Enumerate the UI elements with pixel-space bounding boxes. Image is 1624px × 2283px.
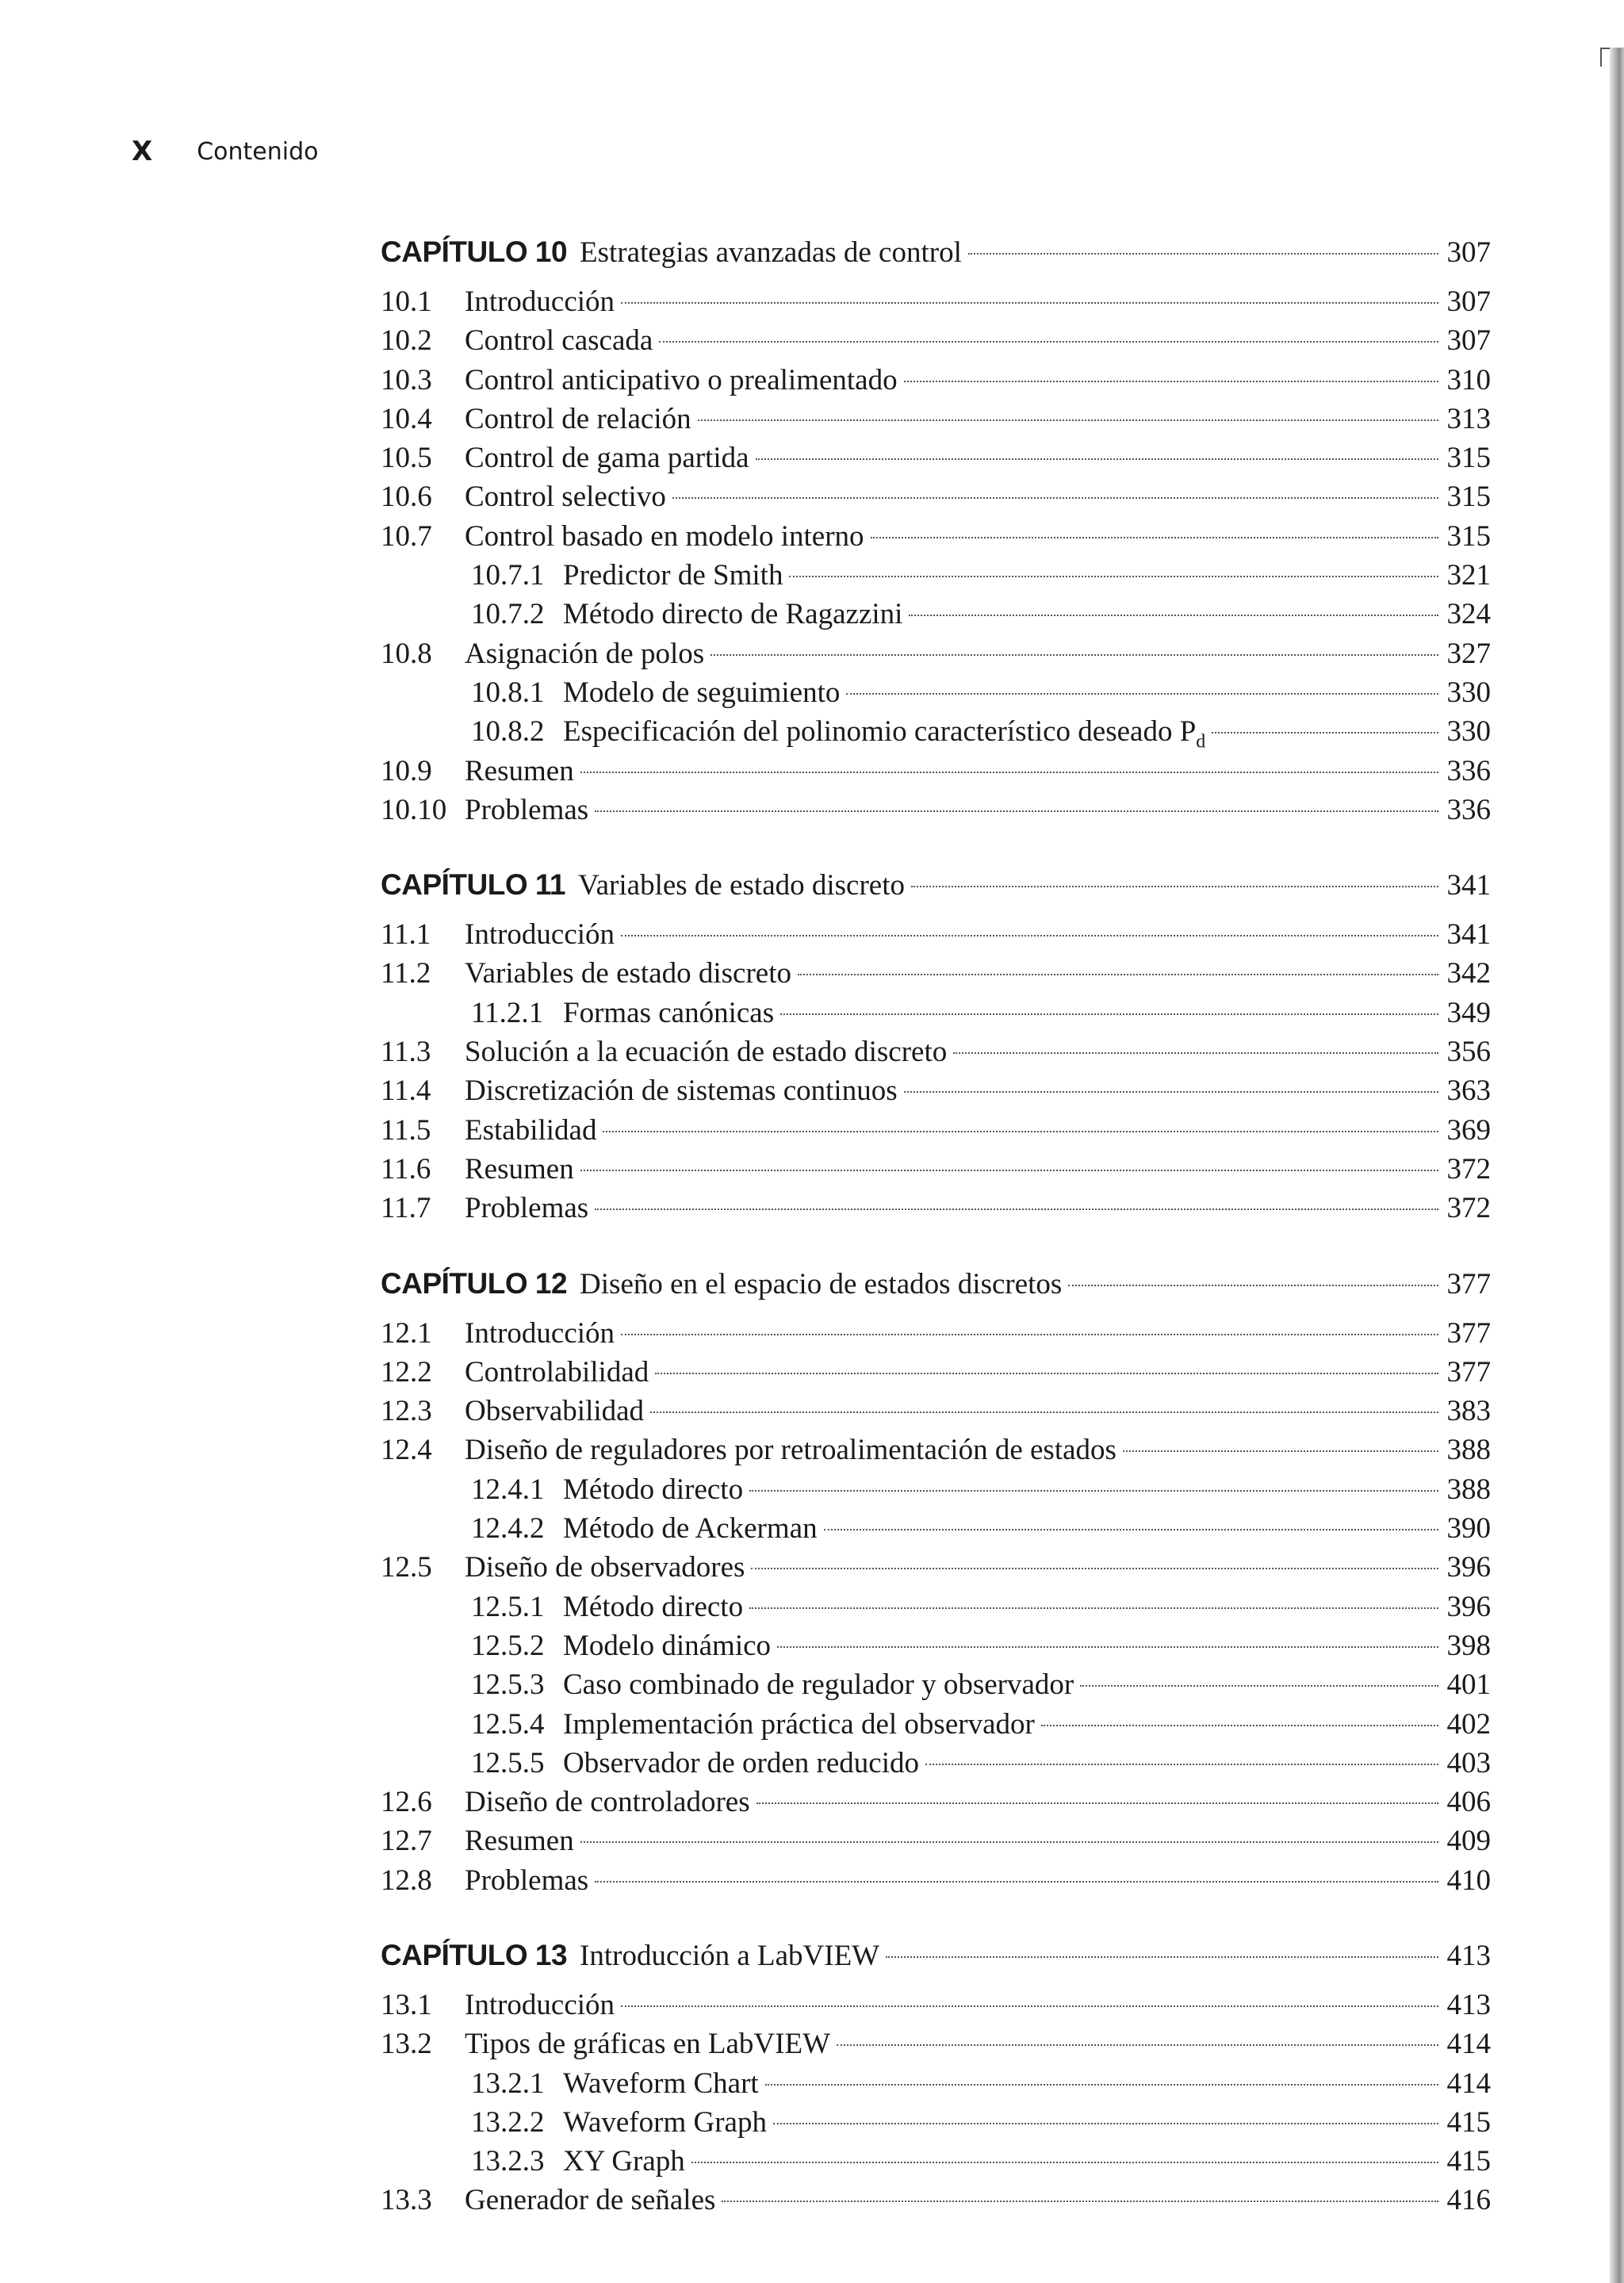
toc-section-entry[interactable] [381, 1861, 1491, 1900]
section-page-number: 372 [1446, 1192, 1491, 1225]
chapter-page-number: 307 [1446, 236, 1491, 269]
section-title: Método directo de Ragazzini [563, 598, 903, 631]
section-number: 12.5.5 [471, 1746, 545, 1779]
section-title: Método directo [563, 1590, 744, 1623]
section-number: 11.1 [381, 918, 431, 952]
dot-leader [621, 1334, 1438, 1335]
running-header [132, 132, 319, 171]
toc-subsection-entry[interactable] [471, 2064, 1491, 2103]
toc-subsection-entry[interactable] [471, 712, 1491, 751]
toc-section-entry[interactable] [381, 1150, 1491, 1189]
dot-leader [710, 654, 1438, 656]
section-title: Caso combinado de regulador y observador [563, 1668, 1074, 1702]
section-page-number: 402 [1446, 1707, 1491, 1741]
toc-section-entry[interactable] [381, 791, 1491, 829]
chapter-label: CAPÍTULO 12 [381, 1266, 568, 1300]
section-page-number: 406 [1446, 1786, 1491, 1819]
dot-leader [595, 1209, 1438, 1210]
dot-leader [886, 1956, 1438, 1958]
toc-section-entry[interactable] [381, 1111, 1491, 1150]
section-title: Resumen [465, 1825, 574, 1858]
section-title: Asignación de polos [465, 637, 705, 670]
dot-leader [621, 302, 1438, 304]
dot-leader [1041, 1725, 1438, 1726]
toc-section-entry[interactable] [381, 1314, 1491, 1353]
chapter-section [381, 1932, 1491, 2220]
dot-leader [1080, 1685, 1438, 1687]
toc-section-entry[interactable] [381, 517, 1491, 556]
dot-leader [580, 1170, 1438, 1171]
section-page-number: 401 [1446, 1668, 1491, 1702]
section-number: 10.3 [381, 363, 432, 396]
chapter-page-number: 377 [1446, 1267, 1491, 1300]
dot-leader [824, 1529, 1438, 1530]
section-number: 11.5 [381, 1113, 431, 1147]
dot-leader [925, 1764, 1438, 1765]
dot-leader [756, 458, 1438, 460]
dot-leader [798, 974, 1438, 975]
section-page-number: 388 [1446, 1473, 1491, 1506]
dot-leader [773, 2123, 1438, 2124]
dot-leader [1212, 732, 1438, 734]
section-title: Modelo dinámico [563, 1629, 772, 1662]
toc-section-entry[interactable] [381, 477, 1491, 516]
dot-leader [580, 1841, 1438, 1843]
section-number: 12.2 [381, 1355, 432, 1389]
section-number: 13.2 [381, 2028, 432, 2061]
section-title: Resumen [465, 1152, 574, 1186]
toc-section-entry[interactable] [381, 1032, 1491, 1071]
section-page-number: 315 [1446, 481, 1491, 514]
section-number: 10.9 [381, 754, 432, 787]
section-page-number: 403 [1446, 1746, 1491, 1779]
dot-leader [765, 2084, 1438, 2086]
dot-leader [1123, 1450, 1438, 1452]
section-number: 10.8 [381, 637, 432, 670]
page-edge-mark [1600, 48, 1610, 67]
dot-leader [846, 693, 1438, 695]
dot-leader [1068, 1285, 1438, 1286]
toc-section-entry[interactable] [381, 634, 1491, 673]
toc-section-entry[interactable] [381, 439, 1491, 477]
section-title: Introducción [465, 1988, 615, 2021]
toc-section-entry[interactable] [381, 1431, 1491, 1469]
table-of-contents [381, 228, 1491, 2252]
section-number: 10.7.1 [471, 559, 545, 592]
section-title: Control selectivo [465, 481, 666, 514]
section-page-number: 414 [1446, 2067, 1491, 2100]
section-number: 11.4 [381, 1074, 431, 1108]
toc-subsection-entry[interactable] [471, 2103, 1491, 2142]
dot-leader [672, 497, 1438, 499]
section-number: 10.7.2 [471, 598, 545, 631]
dot-leader [837, 2044, 1438, 2046]
dot-leader [911, 886, 1438, 887]
section-page-number: 327 [1446, 637, 1491, 670]
section-number: 13.1 [381, 1988, 432, 2021]
section-number: 11.2.1 [471, 996, 544, 1029]
dot-leader [595, 1881, 1438, 1883]
dot-leader [595, 810, 1438, 812]
chapter-heading[interactable] [381, 861, 1491, 909]
dot-leader [580, 772, 1438, 773]
chapter-heading[interactable] [381, 1260, 1491, 1308]
section-page-number: 356 [1446, 1036, 1491, 1069]
section-title: Método directo [563, 1473, 744, 1506]
section-number: 12.4 [381, 1434, 432, 1467]
section-page-number: 310 [1446, 363, 1491, 396]
section-page-number: 349 [1446, 996, 1491, 1029]
section-number: 10.10 [381, 793, 447, 826]
dot-leader [904, 1091, 1438, 1093]
section-page-number: 415 [1446, 2105, 1491, 2139]
chapter-title: Variables de estado discreto [578, 869, 905, 902]
section-title: Controlabilidad [465, 1355, 649, 1389]
section-page-number: 410 [1446, 1864, 1491, 1897]
section-page-number: 409 [1446, 1825, 1491, 1858]
chapter-title: Diseño en el espacio de estados discretos [580, 1267, 1063, 1300]
section-title: Introducción [465, 285, 615, 318]
section-number: 10.5 [381, 442, 432, 475]
section-number: 11.7 [381, 1192, 431, 1225]
toc-subsection-entry[interactable] [471, 1509, 1491, 1548]
section-title: Control anticipativo o prealimentado [465, 363, 898, 396]
dot-leader [621, 2005, 1438, 2007]
section-page-number: 388 [1446, 1434, 1491, 1467]
section-number: 11.3 [381, 1036, 431, 1069]
toc-section-entry[interactable] [381, 400, 1491, 439]
section-number: 12.5.1 [471, 1590, 545, 1623]
running-title: Contenido [197, 137, 319, 166]
toc-subsection-entry[interactable] [471, 1705, 1491, 1744]
chapter-section [381, 861, 1491, 1228]
section-number: 12.5 [381, 1551, 432, 1584]
chapter-section [381, 228, 1491, 829]
section-page-number: 341 [1446, 918, 1491, 952]
section-title: Solución a la ecuación de estado discreto [465, 1036, 948, 1069]
section-number: 11.6 [381, 1152, 431, 1186]
chapter-title: Introducción a LabVIEW [580, 1939, 880, 1972]
dot-leader [749, 1490, 1438, 1492]
toc-subsection-entry[interactable] [471, 1665, 1491, 1704]
section-title: Tipos de gráficas en LabVIEW [465, 2028, 831, 2061]
section-number: 12.6 [381, 1786, 432, 1819]
section-number: 12.1 [381, 1316, 432, 1350]
section-number: 12.7 [381, 1825, 432, 1858]
toc-subsection-entry[interactable] [471, 595, 1491, 634]
toc-section-entry[interactable] [381, 2024, 1491, 2063]
section-number: 13.3 [381, 2184, 432, 2217]
section-page-number: 396 [1446, 1590, 1491, 1623]
section-page-number: 307 [1446, 324, 1491, 358]
toc-section-entry[interactable] [381, 1071, 1491, 1110]
toc-subsection-entry[interactable] [471, 2142, 1491, 2181]
section-page-number: 414 [1446, 2028, 1491, 2061]
section-title: Problemas [465, 1864, 589, 1897]
section-number: 12.4.1 [471, 1473, 545, 1506]
section-page-number: 324 [1446, 598, 1491, 631]
toc-section-entry[interactable] [381, 321, 1491, 360]
dot-leader [780, 1013, 1438, 1015]
dot-leader [871, 537, 1438, 538]
chapter-page-number: 413 [1446, 1939, 1491, 1972]
toc-section-entry[interactable] [381, 954, 1491, 993]
section-number: 12.5.2 [471, 1629, 545, 1662]
section-page-number: 313 [1446, 402, 1491, 435]
dot-leader [621, 935, 1438, 937]
toc-subsection-entry[interactable] [471, 1588, 1491, 1626]
section-title: Implementación práctica del observador [563, 1707, 1035, 1741]
toc-section-entry[interactable] [381, 1986, 1491, 2024]
section-title: Especificación del polinomio característico deseado $P_d$ [563, 715, 1206, 753]
section-title: Variables de estado discreto [465, 957, 791, 990]
section-page-number: 377 [1446, 1355, 1491, 1389]
section-title: Modelo de seguimiento [563, 676, 841, 709]
section-title: Generador de señales [465, 2184, 716, 2217]
dot-leader [904, 381, 1438, 382]
section-number: 12.5.4 [471, 1707, 545, 1741]
section-title: Introducción [465, 918, 615, 952]
toc-section-entry[interactable] [381, 915, 1491, 954]
section-page-number: 369 [1446, 1113, 1491, 1147]
section-number: 10.8.2 [471, 715, 545, 749]
toc-section-entry[interactable] [381, 1548, 1491, 1587]
section-title: Diseño de observadores [465, 1551, 745, 1584]
section-number: 12.5.3 [471, 1668, 545, 1702]
toc-subsection-entry[interactable] [471, 1626, 1491, 1665]
dot-leader [789, 576, 1438, 577]
section-title: Control de gama partida [465, 442, 749, 475]
dot-leader [659, 341, 1438, 343]
chapter-title: Estrategias avanzadas de control [580, 236, 962, 269]
section-title: Método de Ackerman [563, 1512, 818, 1546]
dot-leader [777, 1646, 1438, 1648]
section-page-number: 336 [1446, 754, 1491, 787]
section-title: Control basado en modelo interno [465, 519, 864, 553]
chapter-heading[interactable] [381, 1932, 1491, 1979]
section-page-number: 330 [1446, 715, 1491, 749]
section-title: XY Graph [563, 2145, 685, 2178]
toc-section-entry[interactable] [381, 1821, 1491, 1860]
section-title: Introducción [465, 1316, 615, 1350]
section-page-number: 383 [1446, 1395, 1491, 1428]
toc-subsection-entry[interactable] [471, 673, 1491, 712]
section-page-number: 396 [1446, 1551, 1491, 1584]
dot-leader [722, 2201, 1438, 2202]
section-number: 10.4 [381, 402, 432, 435]
section-title: Resumen [465, 754, 574, 787]
toc-section-entry[interactable] [381, 361, 1491, 400]
section-number: 10.1 [381, 285, 432, 318]
chapter-label: CAPÍTULO 11 [381, 868, 565, 902]
section-page-number: 390 [1446, 1512, 1491, 1546]
section-title: Waveform Graph [563, 2105, 767, 2139]
toc-section-entry[interactable] [381, 1353, 1491, 1392]
page-number: X [132, 136, 153, 167]
section-page-number: 315 [1446, 442, 1491, 475]
section-title: Observabilidad [465, 1395, 645, 1428]
section-page-number: 363 [1446, 1074, 1491, 1108]
toc-section-entry[interactable] [381, 1783, 1491, 1821]
section-page-number: 413 [1446, 1988, 1491, 2021]
section-page-number: 330 [1446, 676, 1491, 709]
chapter-heading[interactable] [381, 228, 1491, 276]
section-title: Control de relación [465, 402, 691, 435]
toc-section-entry[interactable] [381, 1392, 1491, 1431]
section-number: 12.3 [381, 1395, 432, 1428]
section-page-number: 415 [1446, 2145, 1491, 2178]
section-title: Waveform Chart [563, 2067, 759, 2100]
dot-leader [650, 1412, 1438, 1413]
chapter-label: CAPÍTULO 13 [381, 1938, 568, 1971]
dot-leader [756, 1802, 1438, 1804]
section-number: 10.7 [381, 519, 432, 553]
section-title: Control cascada [465, 324, 653, 358]
section-page-number: 372 [1446, 1152, 1491, 1186]
dot-leader [909, 615, 1438, 616]
section-number: 13.2.2 [471, 2105, 545, 2139]
dot-leader [603, 1131, 1438, 1132]
section-page-number: 321 [1446, 559, 1491, 592]
dot-leader [953, 1052, 1438, 1054]
section-title: Estabilidad [465, 1113, 597, 1147]
section-page-number: 377 [1446, 1316, 1491, 1350]
section-page-number: 336 [1446, 793, 1491, 826]
section-number: 13.2.3 [471, 2145, 545, 2178]
section-title: Diseño de reguladores por retroalimentación de estados [465, 1434, 1116, 1467]
section-number: 13.2.1 [471, 2067, 545, 2100]
chapter-page-number: 341 [1446, 869, 1491, 902]
section-title: Formas canónicas [563, 996, 775, 1029]
section-title: Diseño de controladores [465, 1786, 750, 1819]
section-page-number: 342 [1446, 957, 1491, 990]
chapter-label: CAPÍTULO 10 [381, 236, 568, 268]
chapter-section [381, 1260, 1491, 1900]
section-title: Discretización de sistemas continuos [465, 1074, 898, 1108]
section-page-number: 307 [1446, 285, 1491, 318]
section-page-number: 416 [1446, 2184, 1491, 2217]
toc-subsection-entry[interactable] [471, 1744, 1491, 1783]
section-number: 11.2 [381, 957, 431, 990]
section-title: Observador de orden reducido [563, 1746, 919, 1779]
section-title: Problemas [465, 793, 589, 826]
dot-leader [968, 253, 1438, 255]
section-page-number: 398 [1446, 1629, 1491, 1662]
dot-leader [698, 419, 1438, 421]
section-page-number: 315 [1446, 519, 1491, 553]
section-number: 10.2 [381, 324, 432, 358]
toc-subsection-entry[interactable] [471, 556, 1491, 595]
toc-subsection-entry[interactable] [471, 1470, 1491, 1509]
dot-leader [749, 1607, 1438, 1609]
section-number: 12.8 [381, 1864, 432, 1897]
toc-section-entry[interactable] [381, 2181, 1491, 2220]
toc-subsection-entry[interactable] [471, 994, 1491, 1032]
dot-leader [751, 1568, 1438, 1569]
page-edge-shadow [1610, 48, 1624, 2283]
section-title: Predictor de Smith [563, 559, 783, 592]
dot-leader [655, 1373, 1438, 1374]
toc-section-entry[interactable] [381, 1189, 1491, 1228]
section-number: 10.8.1 [471, 676, 545, 709]
section-number: 12.4.2 [471, 1512, 545, 1546]
toc-section-entry[interactable] [381, 282, 1491, 321]
dot-leader [691, 2162, 1438, 2163]
section-title: Problemas [465, 1192, 589, 1225]
section-number: 10.6 [381, 481, 432, 514]
